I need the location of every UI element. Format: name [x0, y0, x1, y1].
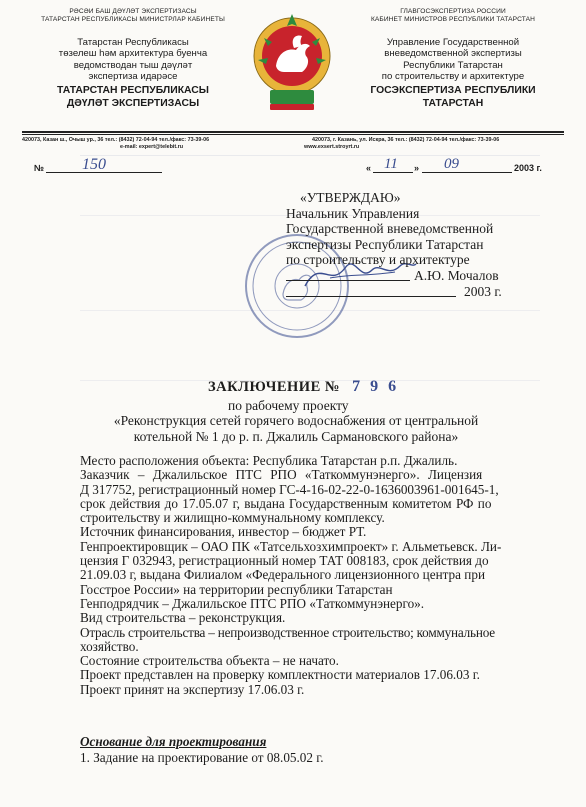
body-line-customer: Заказчик – Джалильское ПТС РПО «Таткоммунэнерго». Лицензия: [80, 467, 483, 483]
body-line-designer-license: цензия Г 032943, регистрационный номер ТАТ 008183, срок действия до: [80, 553, 489, 569]
conclusion-title: [208, 378, 408, 398]
header-left: [22, 8, 244, 110]
body-line-construction-type: Вид строительства – реконструкция.: [80, 610, 286, 626]
conclusion-title-label: ЗАКЛЮЧЕНИЕ №: [208, 379, 340, 395]
date-quote-open: «: [366, 163, 372, 173]
header-right-top-2: КАБИНЕТ МИНИСТРОВ РЕСПУБЛИКИ ТАТАРСТАН: [370, 16, 536, 23]
contacts-left-email: e-mail: expert@telebit.ru: [120, 144, 184, 150]
header-right-mid-2: вневедомственной экспертизы: [384, 48, 522, 60]
date-quote-close: »: [414, 163, 420, 173]
header-left-top-2: ТАТАРСТАН РЕСПУБЛИКАСЫ МИНИСТРЛАР КАБИНЕТЫ: [41, 16, 225, 23]
header-divider-thin: [22, 134, 564, 135]
number-label: №: [34, 163, 45, 173]
contacts-right-website: www.exsert.stroyrt.ru: [304, 144, 360, 150]
approval-line-3: экспертизы Республики Татарстан: [286, 236, 484, 252]
approval-year: 2003 г.: [464, 283, 502, 299]
approval-title: «УТВЕРЖДАЮ»: [300, 190, 401, 205]
body-line-status: Состояние строительства объекта – не начато.: [80, 653, 339, 669]
body-line-license: Д 317752, регистрационный номер ГС-4-16-02-22-0-1636003961-001645-1,: [80, 481, 499, 497]
header-left-mid-1: Татарстан Республикасы: [77, 37, 189, 48]
body-line-contractor: Генподрядчик – Джалильское ПТС РПО «Таткоммунэнерго».: [80, 595, 425, 611]
contacts-left: [22, 137, 272, 151]
date-day: 11: [384, 156, 398, 172]
contacts-right-address: 420073, г. Казань, ул. Искра, 36 тел.: (8432) 72-04-94 тел./факс: 73-39-06: [312, 137, 500, 143]
header-left-mid-3: ведомстводан тыш дәүләт: [73, 59, 193, 71]
body-line-license-issuer: строительству и жилищно-коммунальному комплексу.: [80, 510, 385, 526]
document-number-row: [34, 158, 554, 178]
conclusion-subtitle: по рабочему проекту: [228, 398, 349, 413]
header-left-bold-1: ТАТАРСТАН РЕСПУБЛИКАСЫ: [57, 85, 209, 97]
basis-heading: Основание для проектирования: [80, 734, 267, 749]
header-left-top-1: РӘСӘИ БАШ ДӘҮЛӘТ ЭКСПЕРТИЗАСЫ: [69, 8, 197, 15]
number-value: 150: [82, 156, 106, 173]
date-year: 2003 г.: [514, 163, 542, 173]
header-divider: [22, 131, 564, 133]
approval-line-2: Государственной вневедомственной: [286, 221, 494, 237]
header-right-top-1: ГЛАВГОСЭКСПЕРТИЗА РОССИИ: [400, 8, 506, 15]
contacts-left-address: 420073, Казан ш., Очыш ур., 36 тел.: (8432) 72-04-94 тел./факс: 73-39-06: [22, 137, 210, 143]
approval-signer: А.Ю. Мочалов: [414, 267, 499, 283]
approval-line-1: Начальник Управления: [286, 205, 420, 221]
body-line-license-term: срок действия до 17.05.07 г, выдана Государственным комитетом РФ по: [80, 495, 492, 511]
project-name: [96, 413, 496, 445]
tatarstan-emblem-icon: [250, 8, 334, 113]
body-line-designer-license-region: Госстрое России» на территории республики Татарстан: [80, 581, 393, 597]
body-line-industry: Отрасль строительства – непроизводственное строительство; коммунальное: [80, 624, 495, 640]
approval-block: [286, 190, 546, 300]
basis-item-1: 1. Задание на проектирование от 08.05.02 г.: [80, 750, 324, 765]
project-name-line-2: котельной № 1 до р. п. Джалиль Сармановского района»: [133, 429, 459, 444]
body-line-financing: Источник финансирования, инвестор – бюджет РТ.: [80, 524, 367, 540]
body-line-location: Место расположения объекта: Республика Татарстан р.п. Джалиль.: [80, 453, 458, 468]
header-left-bold-2: ДӘҮЛӘТ ЭКСПЕРТИЗАСЫ: [66, 97, 200, 109]
body-line-industry-cont: хозяйство.: [80, 638, 139, 654]
body-line-submitted: Проект представлен на проверку комплектности материалов 17.06.03 г.: [80, 667, 480, 683]
header-left-mid-4: экспертиза идарәсе: [88, 70, 178, 82]
project-name-line-1: «Реконструкция сетей горячего водоснабжения от центральной: [113, 413, 479, 428]
header-right-bold-1: ГОСЭКСПЕРТИЗА РЕСПУБЛИКИ: [370, 85, 536, 97]
header-left-mid-2: төзелеш һәм архитектура буенча: [58, 48, 208, 60]
header-right: [340, 8, 566, 110]
date-month: 09: [444, 156, 459, 172]
conclusion-body: [80, 454, 540, 697]
contacts-right: [304, 137, 572, 150]
header-right-mid-1: Управление Государственной: [386, 37, 520, 48]
body-line-designer-license-term: 21.09.03 г, выдана Филиалом «Федерального лицензионного центра при: [80, 567, 485, 583]
body-line-designer: Генпроектировщик – ОАО ПК «Татсельхозхимпроект» г. Альметьевск. Ли-: [80, 538, 502, 554]
body-line-accepted: Проект принят на экспертизу 17.06.03 г.: [80, 681, 305, 697]
approval-line-4: по строительству и архитектуре: [286, 252, 470, 268]
header-right-bold-2: ТАТАРСТАН: [422, 97, 484, 109]
header-right-mid-3: Республики Татарстан: [403, 59, 503, 71]
header-right-mid-4: по строительству и архитектуре: [381, 70, 525, 82]
conclusion-number: 7 9 6: [352, 378, 400, 395]
